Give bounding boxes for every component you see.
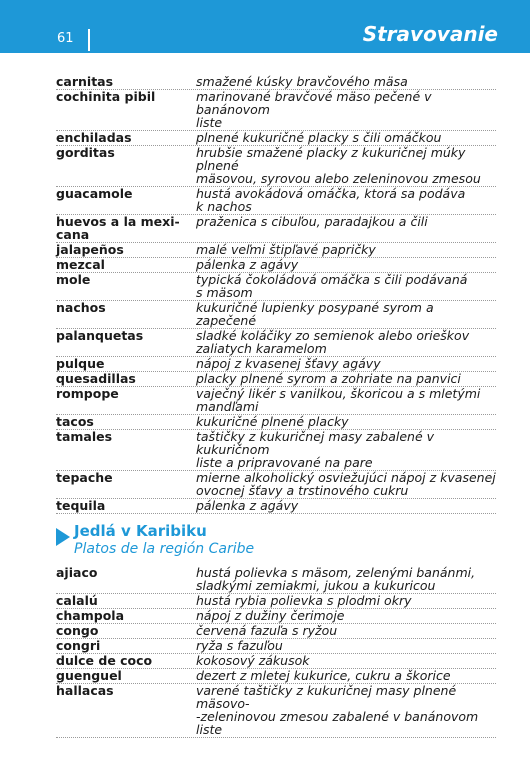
glossary-definition: marinované bravčové mäso pečené v banánovom liste bbox=[196, 89, 432, 130]
glossary-row bbox=[56, 258, 496, 273]
glossary-term: quesadillas bbox=[56, 371, 136, 386]
page-number: 61 bbox=[57, 31, 74, 46]
glossary-row bbox=[56, 372, 496, 387]
glossary-definition: hrubšie smažené placky z kukuričnej múky plnené mäsovou, syrovou alebo zeleninovou zmesou bbox=[196, 145, 481, 186]
glossary-definition: pálenka z agávy bbox=[196, 257, 299, 272]
glossary-row bbox=[56, 624, 496, 639]
glossary-term: tepache bbox=[56, 470, 113, 485]
glossary-row bbox=[56, 639, 496, 654]
glossary-definition: červená fazuľa s ryžou bbox=[196, 623, 338, 638]
glossary-list-caribbean bbox=[56, 566, 496, 738]
glossary-row bbox=[56, 146, 496, 187]
glossary-row bbox=[56, 329, 496, 357]
glossary-row bbox=[56, 499, 496, 514]
glossary-definition: typická čokoládová omáčka s čili podávaná s mäsom bbox=[196, 272, 468, 300]
glossary-row bbox=[56, 387, 496, 415]
glossary-term: palanquetas bbox=[56, 328, 144, 343]
subsection-subtitle: Platos de la región Caribe bbox=[74, 541, 255, 557]
glossary-term: cochinita pibil bbox=[56, 89, 156, 104]
glossary-term: ajiaco bbox=[56, 565, 98, 580]
triangle-bullet-icon bbox=[56, 528, 70, 546]
glossary-term: jalapeños bbox=[56, 242, 124, 257]
glossary-definition: dezert z mletej kukurice, cukru a škorice bbox=[196, 668, 451, 683]
glossary-definition: plnené kukuričné placky s čili omáčkou bbox=[196, 130, 442, 145]
glossary-term: guenguel bbox=[56, 668, 122, 683]
glossary-term: tequila bbox=[56, 498, 106, 513]
glossary-definition: nápoj z kvasenej šťavy agávy bbox=[196, 356, 381, 371]
page-header bbox=[0, 0, 530, 53]
glossary-list-mexico bbox=[56, 75, 496, 514]
glossary-row bbox=[56, 594, 496, 609]
glossary-definition: malé veľmi štipľavé papričky bbox=[196, 242, 376, 257]
glossary-row bbox=[56, 301, 496, 329]
glossary-definition: sladké koláčiky zo semienok alebo orieškov zaliatych karamelom bbox=[196, 328, 470, 356]
glossary-definition: vaječný likér s vanilkou, škoricou a s mletými mandľami bbox=[196, 386, 481, 414]
glossary-definition: smažené kúsky bravčového mäsa bbox=[196, 74, 408, 89]
glossary-row bbox=[56, 187, 496, 215]
glossary-term: champola bbox=[56, 608, 125, 623]
glossary-row bbox=[56, 684, 496, 738]
glossary-term: pulque bbox=[56, 356, 105, 371]
header-divider bbox=[88, 29, 90, 51]
glossary-row bbox=[56, 415, 496, 430]
glossary-definition: kukuričné plnené placky bbox=[196, 414, 349, 429]
glossary-definition: taštičky z kukuričnej masy zabalené v kukuričnom liste a pripravované na pare bbox=[196, 429, 435, 470]
glossary-definition: placky plnené syrom a zohriate na panvici bbox=[196, 371, 461, 386]
glossary-term: nachos bbox=[56, 300, 106, 315]
glossary-row bbox=[56, 131, 496, 146]
glossary-term: hallacas bbox=[56, 683, 114, 698]
glossary-term: guacamole bbox=[56, 186, 133, 201]
glossary-row bbox=[56, 75, 496, 90]
glossary-term: dulce de coco bbox=[56, 653, 153, 668]
glossary-definition: hustá polievka s mäsom, zelenými banánmi, sladkými zemiakmi, jukou a kukuricou bbox=[196, 565, 476, 593]
glossary-definition: hustá avokádová omáčka, ktorá sa podáva k nachos bbox=[196, 186, 466, 214]
glossary-definition: mierne alkoholický osviežujúci nápoj z kvasenej ovocnej šťavy a trstinového cukru bbox=[196, 470, 496, 498]
glossary-row bbox=[56, 430, 496, 471]
glossary-row bbox=[56, 654, 496, 669]
glossary-term: rompope bbox=[56, 386, 119, 401]
glossary-definition: kukuričné lupienky posypané syrom a zapečené bbox=[196, 300, 434, 328]
glossary-term: mole bbox=[56, 272, 91, 287]
glossary-row bbox=[56, 471, 496, 499]
glossary-term: carnitas bbox=[56, 74, 114, 89]
glossary-term: calalú bbox=[56, 593, 98, 608]
glossary-definition: hustá rybia polievka s plodmi okry bbox=[196, 593, 412, 608]
glossary-definition: kokosový zákusok bbox=[196, 653, 310, 668]
glossary-row bbox=[56, 215, 496, 243]
glossary-term: gorditas bbox=[56, 145, 115, 160]
glossary-term: mezcal bbox=[56, 257, 105, 272]
glossary-row bbox=[56, 566, 496, 594]
subsection-title: Jedlá v Karibiku bbox=[74, 522, 207, 540]
glossary-definition: ryža s fazuľou bbox=[196, 638, 283, 653]
glossary-term: tamales bbox=[56, 429, 113, 444]
glossary-definition: nápoj z dužiny čerimoje bbox=[196, 608, 345, 623]
glossary-row bbox=[56, 243, 496, 258]
glossary-term: tacos bbox=[56, 414, 94, 429]
glossary-row bbox=[56, 669, 496, 684]
glossary-definition: praženica s cibuľou, paradajkou a čili bbox=[196, 214, 428, 229]
glossary-term: congo bbox=[56, 623, 99, 638]
glossary-row bbox=[56, 273, 496, 301]
glossary-term: huevos a la mexi- cana bbox=[56, 214, 180, 242]
section-title: Stravovanie bbox=[362, 22, 498, 46]
glossary-definition: varené taštičky z kukuričnej masy plnené mäsovo- -zeleninovou zmesou zabalené v banánovom liste bbox=[196, 683, 479, 737]
glossary-term: congri bbox=[56, 638, 101, 653]
glossary-row bbox=[56, 90, 496, 131]
glossary-definition: pálenka z agávy bbox=[196, 498, 299, 513]
glossary-row bbox=[56, 357, 496, 372]
glossary-row bbox=[56, 609, 496, 624]
glossary-term: enchiladas bbox=[56, 130, 132, 145]
